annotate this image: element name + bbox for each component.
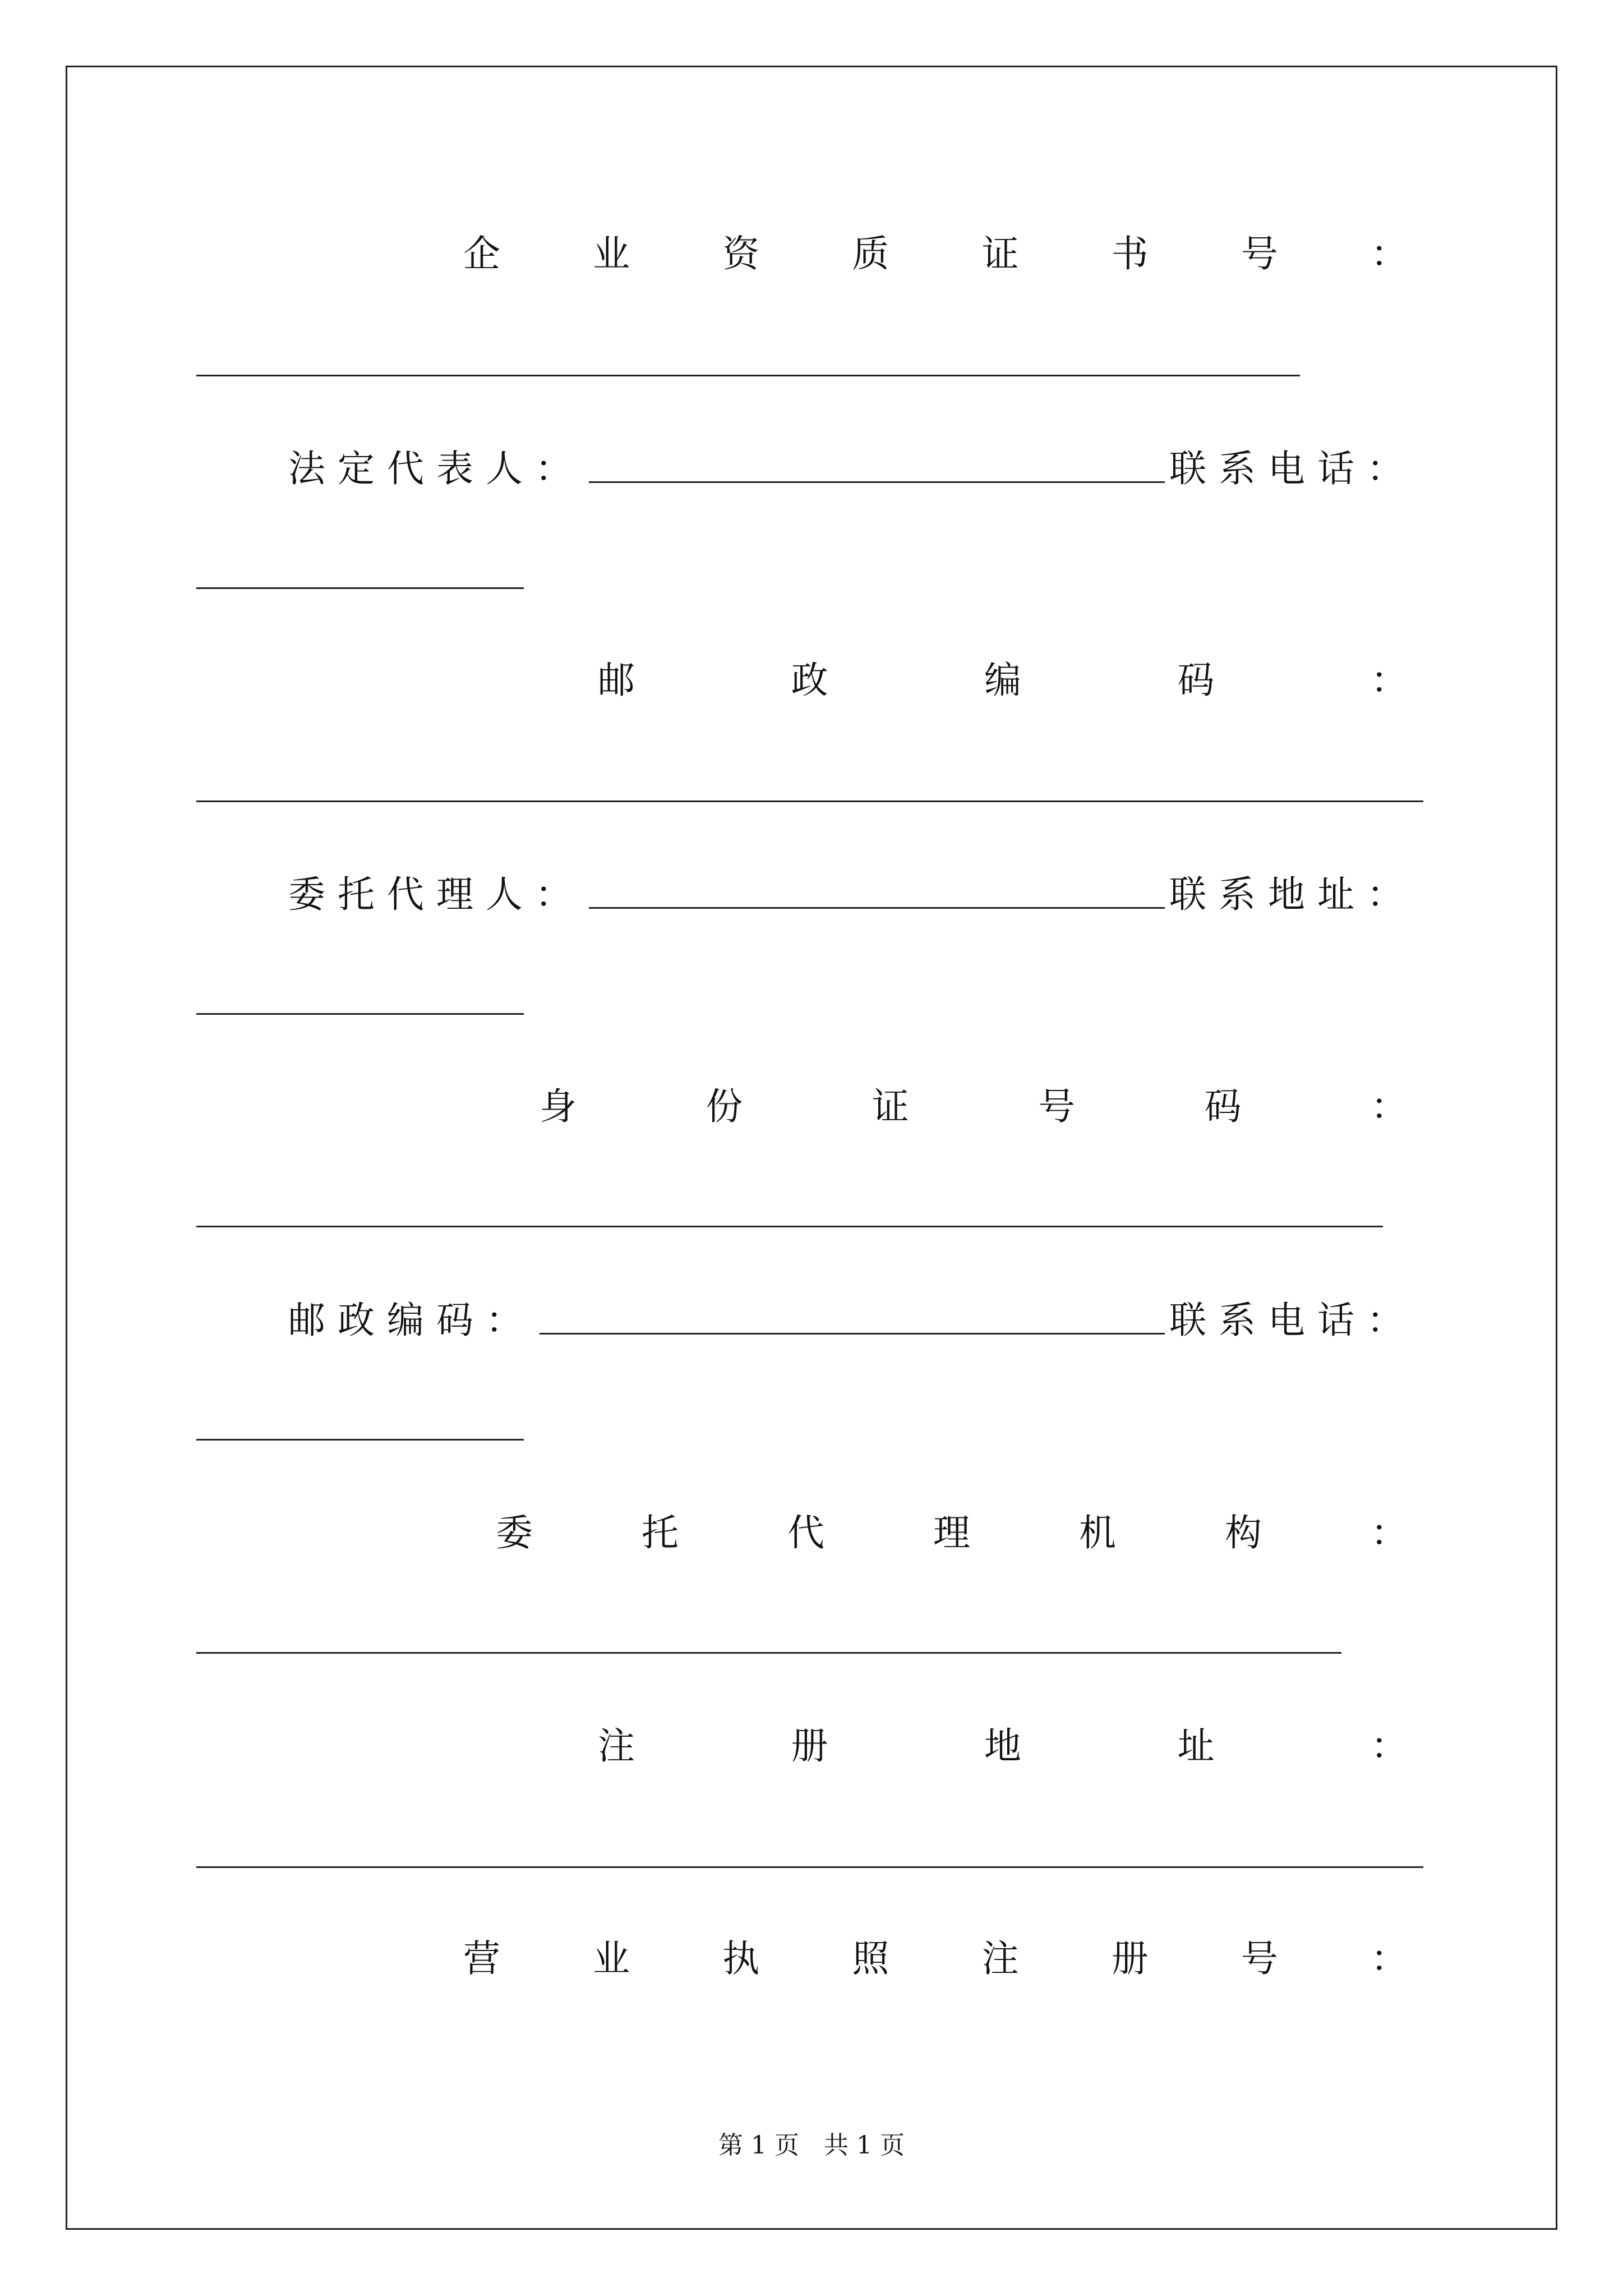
business-license-label: 营 业 执 照 注 册 号 ： (463, 1936, 1408, 1980)
postal-code-2-label: 邮政编码： (288, 1298, 535, 1342)
agent-row (288, 857, 1416, 924)
agent-label: 委托代理人： (288, 872, 584, 916)
id-number-field[interactable] (196, 1226, 1383, 1227)
agency-field[interactable] (196, 1652, 1341, 1654)
legal-rep-row (288, 431, 1416, 499)
postal-phone-row (288, 1283, 1416, 1350)
id-number-label: 身 份 证 号 码 ： (540, 1084, 1408, 1128)
qualification-cert-field[interactable] (196, 375, 1300, 376)
agency-label: 委 托 代 理 机 构 ： (496, 1511, 1408, 1554)
page-footer: 第 1 页 共 1 页 (718, 2131, 905, 2160)
agent-field[interactable] (589, 907, 1165, 909)
reg-address-label: 注 册 地 址 ： (598, 1724, 1408, 1768)
postal-code-label: 邮 政 编 码 ： (598, 658, 1408, 702)
legal-rep-field[interactable] (589, 481, 1165, 483)
legal-rep-phone-field[interactable] (196, 587, 524, 589)
agent-address-label: 联系地址： (1169, 872, 1416, 916)
qualification-cert-label: 企 业 资 质 证 书 号 ： (463, 232, 1408, 275)
page-border (66, 66, 1557, 2230)
postal-code-2-field[interactable] (540, 1333, 1165, 1335)
reg-address-field[interactable] (196, 1866, 1423, 1868)
legal-rep-phone-label: 联系电话： (1169, 447, 1416, 490)
agent-phone-label: 联系电话： (1169, 1298, 1416, 1342)
postal-code-field[interactable] (196, 800, 1423, 802)
agent-address-field[interactable] (196, 1013, 524, 1015)
legal-rep-label: 法定代表人： (288, 447, 584, 490)
agent-phone-field[interactable] (196, 1439, 524, 1441)
